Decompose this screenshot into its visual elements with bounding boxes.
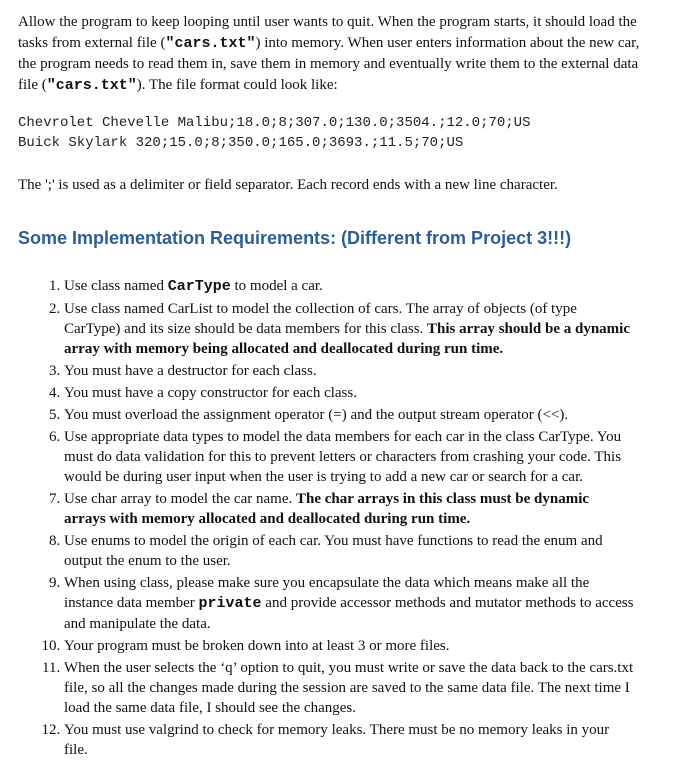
req-text: Use char array to model the car name. <box>64 491 296 507</box>
code-line: Chevrolet Chevelle Malibu;18.0;8;307.0;130.0;3504.;12.0;70;US <box>18 115 531 131</box>
filename-code-1: "cars.txt" <box>165 35 256 52</box>
requirement-item <box>64 276 634 297</box>
intro-text-1: Allow the program to keep looping until user wants to quit. When the program starts, it should load the tasks from external file ( <box>18 14 637 51</box>
requirement-item <box>64 299 634 359</box>
requirement-item: 8. Use enums to model the origin of each car. You must have functions to read the enum and output the enum to the user. <box>64 531 634 571</box>
req-text: When using class, please make sure you encapsulate the data which means make all the instance data member <box>64 575 590 611</box>
class-name-code: CarType <box>167 278 231 295</box>
requirement-item <box>64 573 634 634</box>
requirement-item: 3. You must have a destructor for each class. <box>64 361 634 381</box>
intro-text-2: ) into memory. When user enters information about the new car, the program needs to read them in, save them in memory and eventually write them to the external data file ( <box>18 35 640 93</box>
requirement-item: 12. You must use valgrind to check for memory leaks. There must be no memory leaks in your file. <box>64 720 634 760</box>
file-format-example <box>18 113 530 153</box>
req-text: Use class named CarList to model the collection of cars. The array of objects (of type CarType) and its size should be data members for this class. <box>64 301 577 337</box>
req-emphasis: The char arrays in this class must be dynamic arrays with memory allocated and deallocated during run time. <box>64 491 590 527</box>
requirements-list <box>0 276 634 762</box>
requirement-item: 4. You must have a copy constructor for each class. <box>64 383 634 403</box>
req-text: to model a car. <box>230 278 323 294</box>
intro-paragraph <box>18 12 658 96</box>
requirement-item: 5. You must overload the assignment operator (=) and the output stream operator (<<). <box>64 405 634 425</box>
requirement-item: 10. Your program must be broken down into at least 3 or more files. <box>64 636 634 656</box>
intro-text-3: ). The file format could look like: <box>136 77 338 93</box>
req-text: Use class named <box>64 278 168 294</box>
req-text: and provide accessor methods and mutator methods to access and manipulate the data. <box>64 595 634 632</box>
requirement-item: 11. When the user selects the ‘q’ option to quit, you must write or save the data back to the cars.txt file, so all the changes made during the session are saved to the same data file. The next time I load the same data file, I should see the changes. <box>64 658 634 718</box>
section-heading: Some Implementation Requirements: (Different from Project 3!!!) <box>18 228 572 248</box>
requirement-item <box>64 489 634 529</box>
keyword-code: private <box>198 595 262 612</box>
requirement-item: 6. Use appropriate data types to model the data members for each car in the class CarType. You must do data validation for this to prevent letters or characters from crashing your code. This would be during user input when the user is trying to add a new car or search for a car. <box>64 427 634 487</box>
code-line: Buick Skylark 320;15.0;8;350.0;165.0;3693.;11.5;70;US <box>18 135 464 151</box>
delimiter-note: The ';' is used as a delimiter or field separator. Each record ends with a new line character. <box>18 177 558 193</box>
req-emphasis: This array should be a dynamic array with memory being allocated and deallocated during run time. <box>64 321 630 357</box>
filename-code-2: "cars.txt" <box>46 77 137 94</box>
